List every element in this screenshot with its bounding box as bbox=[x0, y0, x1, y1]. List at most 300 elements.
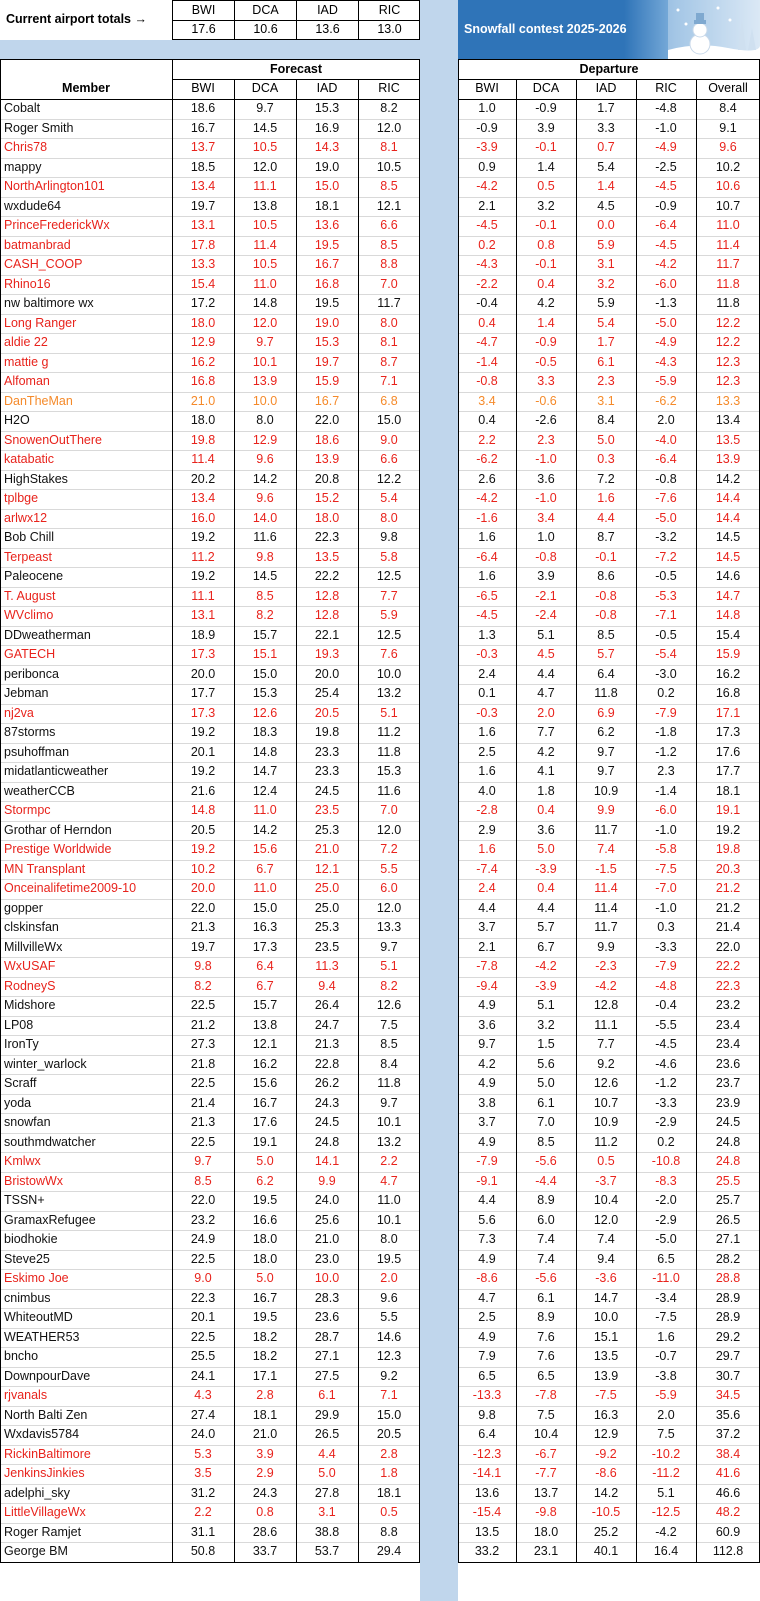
forecast-value: 8.8 bbox=[380, 257, 398, 271]
row-gridline bbox=[0, 840, 420, 841]
departure-value: 10.0 bbox=[593, 1310, 619, 1324]
member-name: peribonca bbox=[4, 666, 59, 681]
departure-value: 27.1 bbox=[715, 1232, 741, 1246]
forecast-value: 24.1 bbox=[190, 1368, 216, 1383]
forecast-value: 22.5 bbox=[190, 998, 216, 1012]
forecast-value: 3.1 bbox=[318, 1505, 336, 1519]
forecast-value: 20.8 bbox=[314, 471, 340, 486]
forecast-value: 13.5 bbox=[314, 549, 340, 564]
forecast-value: 19.7 bbox=[314, 354, 340, 369]
member-name: Prestige Worldwide bbox=[4, 842, 112, 856]
member-name: MN Transplant bbox=[4, 861, 86, 876]
departure-value: -9.2 bbox=[595, 1446, 617, 1461]
forecast-value: 53.7 bbox=[314, 1544, 340, 1558]
departure-value: -3.9 bbox=[476, 140, 498, 154]
forecast-value: 27.8 bbox=[314, 1485, 340, 1500]
row-gridline bbox=[0, 275, 420, 276]
departure-value: -11.0 bbox=[652, 1271, 680, 1285]
forecast-value: 8.2 bbox=[256, 608, 274, 622]
departure-value: -2.8 bbox=[476, 803, 498, 817]
forecast-value: 8.7 bbox=[380, 354, 398, 369]
forecast-value: 14.0 bbox=[252, 510, 278, 525]
departure-value: 3.2 bbox=[597, 276, 615, 291]
row-gridline bbox=[458, 567, 760, 568]
row-gridline bbox=[458, 119, 760, 120]
departure-value: -0.1 bbox=[595, 549, 617, 564]
departure-value: -1.0 bbox=[535, 491, 557, 505]
forecast-value: 14.3 bbox=[314, 140, 340, 154]
forecast-value: 5.4 bbox=[380, 491, 398, 505]
departure-value: 112.8 bbox=[712, 1544, 744, 1558]
forecast-value: 19.0 bbox=[314, 315, 340, 330]
forecast-value: 13.2 bbox=[376, 1134, 402, 1149]
forecast-value: 24.9 bbox=[190, 1232, 216, 1246]
row-gridline bbox=[0, 411, 420, 412]
forecast-value: 10.5 bbox=[252, 140, 278, 154]
totals-vline-4 bbox=[419, 0, 420, 40]
departure-value: 6.5 bbox=[537, 1368, 555, 1383]
forecast-value: 15.1 bbox=[252, 647, 278, 661]
departure-value: -4.2 bbox=[476, 179, 498, 193]
departure-value: 4.5 bbox=[537, 647, 555, 661]
departure-value: 3.9 bbox=[537, 569, 555, 583]
forecast-value: 18.0 bbox=[314, 510, 340, 525]
member-header: Member bbox=[62, 81, 110, 95]
member-name: WVclimo bbox=[4, 608, 54, 622]
row-gridline bbox=[0, 723, 420, 724]
forecast-value: 24.7 bbox=[314, 1017, 340, 1032]
departure-value: 29.7 bbox=[715, 1349, 741, 1363]
forecast-value: 28.3 bbox=[314, 1290, 340, 1305]
departure-value: -3.0 bbox=[655, 666, 677, 681]
forecast-value: 15.3 bbox=[314, 101, 340, 115]
forecast-value: 6.7 bbox=[256, 861, 274, 876]
departure-value: -6.7 bbox=[535, 1446, 557, 1461]
departure-value: 20.3 bbox=[715, 861, 741, 876]
row-gridline bbox=[458, 411, 760, 412]
forecast-value: 13.3 bbox=[376, 920, 402, 934]
departure-value: 2.6 bbox=[478, 471, 496, 486]
departure-value: 4.4 bbox=[597, 510, 615, 525]
forecast-value: 20.2 bbox=[190, 471, 216, 486]
departure-value: 13.9 bbox=[715, 452, 741, 466]
member-name: aldie 22 bbox=[4, 335, 48, 349]
departure-value: 2.0 bbox=[657, 1407, 675, 1422]
departure-value: 13.4 bbox=[715, 413, 741, 427]
row-gridline bbox=[458, 1484, 760, 1485]
forecast-value: 31.2 bbox=[190, 1485, 216, 1500]
banner-title: Snowfall contest 2025-2026 bbox=[464, 22, 627, 36]
departure-value: -8.6 bbox=[595, 1466, 617, 1480]
departure-value: 0.2 bbox=[657, 1134, 675, 1149]
departure-value: 6.2 bbox=[597, 725, 615, 739]
departure-value: -4.9 bbox=[655, 140, 677, 154]
row-gridline bbox=[0, 392, 420, 393]
departure-value: 16.2 bbox=[715, 666, 741, 681]
departure-value: 38.4 bbox=[715, 1446, 741, 1461]
forecast-value: 17.3 bbox=[252, 939, 278, 954]
member-name: T. August bbox=[4, 588, 56, 603]
member-name: mappy bbox=[4, 159, 42, 174]
row-gridline bbox=[0, 1484, 420, 1485]
departure-value: 11.0 bbox=[716, 218, 740, 232]
departure-value: 13.5 bbox=[593, 1349, 619, 1363]
forecast-value: 17.3 bbox=[190, 705, 216, 720]
departure-value: 0.4 bbox=[537, 803, 555, 817]
totals-vline-2 bbox=[296, 0, 297, 40]
departure-value: 3.6 bbox=[537, 822, 555, 837]
forecast-value: 18.1 bbox=[376, 1485, 402, 1500]
departure-value: -1.0 bbox=[535, 452, 557, 466]
forecast-value: 9.8 bbox=[256, 549, 274, 564]
row-gridline bbox=[458, 372, 760, 373]
departure-value: 6.9 bbox=[597, 705, 615, 720]
member-name: Eskimo Joe bbox=[4, 1271, 69, 1285]
forecast-value: 25.5 bbox=[190, 1349, 216, 1363]
departure-value: 9.7 bbox=[597, 764, 615, 778]
forecast-value: 5.9 bbox=[380, 608, 398, 622]
forecast-value: 5.3 bbox=[194, 1446, 212, 1461]
forecast-value: 11.3 bbox=[315, 959, 339, 973]
row-gridline bbox=[458, 1542, 760, 1543]
departure-value: 2.4 bbox=[478, 881, 496, 895]
forecast-value: 8.2 bbox=[194, 978, 212, 993]
departure-value: -10.2 bbox=[651, 1446, 681, 1461]
row-gridline bbox=[0, 1230, 420, 1231]
departure-value: -5.5 bbox=[655, 1017, 677, 1032]
forecast-value: 15.0 bbox=[376, 413, 402, 427]
forecast-value: 26.5 bbox=[314, 1427, 340, 1441]
row-gridline bbox=[458, 177, 760, 178]
departure-value: 1.4 bbox=[537, 159, 555, 174]
departure-value: 5.9 bbox=[597, 296, 615, 310]
forecast-value: 25.6 bbox=[314, 1212, 340, 1227]
departure-value: 12.2 bbox=[715, 315, 741, 330]
forecast-value: 8.0 bbox=[380, 1232, 398, 1246]
forecast-value: 24.5 bbox=[314, 783, 340, 798]
forecast-value: 19.2 bbox=[190, 569, 216, 583]
departure-value: 11.2 bbox=[594, 1134, 618, 1149]
forecast-value: 29.4 bbox=[376, 1544, 402, 1558]
row-gridline bbox=[458, 1211, 760, 1212]
departure-value: -4.5 bbox=[655, 1037, 677, 1051]
departure-value: 4.0 bbox=[478, 783, 496, 798]
vline-left-edge bbox=[0, 59, 1, 1562]
forecast-value: 11.0 bbox=[253, 803, 277, 817]
forecast-value: 31.1 bbox=[190, 1524, 216, 1539]
forecast-value: 12.6 bbox=[252, 705, 278, 720]
forecast-value: 8.0 bbox=[380, 315, 398, 330]
departure-value: 10.9 bbox=[593, 1115, 619, 1129]
row-gridline bbox=[458, 1191, 760, 1192]
forecast-value: 22.2 bbox=[314, 569, 340, 583]
row-gridline bbox=[0, 333, 420, 334]
vline-departure-0 bbox=[516, 79, 517, 1562]
departure-value: 10.9 bbox=[593, 783, 619, 798]
forecast-value: 11.4 bbox=[253, 237, 277, 252]
departure-value: -10.5 bbox=[591, 1505, 621, 1519]
forecast-value: 12.6 bbox=[376, 998, 402, 1012]
row-gridline bbox=[458, 821, 760, 822]
forecast-value: 24.0 bbox=[190, 1427, 216, 1441]
departure-value: 0.4 bbox=[478, 315, 496, 330]
member-name: midatlanticweather bbox=[4, 764, 109, 778]
forecast-value: 4.3 bbox=[194, 1388, 212, 1402]
row-gridline bbox=[0, 606, 420, 607]
departure-value: 4.4 bbox=[537, 666, 555, 681]
row-gridline bbox=[0, 762, 420, 763]
forecast-value: 13.4 bbox=[190, 491, 216, 505]
departure-value: -0.7 bbox=[655, 1349, 677, 1363]
departure-value: 13.5 bbox=[474, 1524, 500, 1539]
member-name: Rhino16 bbox=[4, 276, 51, 291]
row-gridline bbox=[458, 138, 760, 139]
row-gridline bbox=[0, 197, 420, 198]
departure-value: 8.5 bbox=[537, 1134, 555, 1149]
forecast-value: 7.2 bbox=[380, 842, 398, 856]
forecast-value: 14.1 bbox=[314, 1154, 340, 1168]
row-gridline bbox=[458, 996, 760, 997]
departure-value: 13.6 bbox=[474, 1485, 500, 1500]
departure-value: -3.3 bbox=[655, 1095, 677, 1110]
row-gridline bbox=[0, 860, 420, 861]
forecast-value: 15.7 bbox=[252, 998, 278, 1012]
row-gridline bbox=[458, 957, 760, 958]
departure-value: -4.3 bbox=[476, 257, 498, 271]
row-gridline bbox=[0, 489, 420, 490]
forecast-value: 8.8 bbox=[380, 1524, 398, 1539]
departure-value: 7.3 bbox=[478, 1232, 496, 1246]
member-name: snowfan bbox=[4, 1115, 51, 1129]
table-bottom-right bbox=[458, 1562, 760, 1563]
row-gridline bbox=[458, 1074, 760, 1075]
member-name: BristowWx bbox=[4, 1173, 64, 1188]
forecast-value: 0.8 bbox=[256, 1505, 274, 1519]
row-gridline bbox=[458, 665, 760, 666]
row-gridline bbox=[0, 1542, 420, 1543]
row-gridline bbox=[0, 236, 420, 237]
departure-value: -2.9 bbox=[655, 1212, 677, 1227]
row-gridline bbox=[458, 1347, 760, 1348]
totals-vline-3 bbox=[358, 0, 359, 40]
forecast-value: 18.0 bbox=[252, 1232, 278, 1246]
forecast-value: 19.8 bbox=[314, 725, 340, 739]
forecast-value: 9.7 bbox=[380, 939, 398, 954]
departure-value: -3.3 bbox=[655, 939, 677, 954]
row-gridline bbox=[0, 372, 420, 373]
departure-value: 0.5 bbox=[537, 179, 555, 193]
forecast-value: 6.8 bbox=[380, 393, 398, 408]
departure-value: -4.5 bbox=[655, 179, 677, 193]
forecast-value: 18.6 bbox=[314, 432, 340, 447]
row-gridline bbox=[458, 255, 760, 256]
forecast-value: 13.4 bbox=[190, 179, 216, 193]
member-name: Bob Chill bbox=[4, 530, 55, 544]
row-gridline bbox=[0, 1464, 420, 1465]
departure-value: 5.9 bbox=[597, 237, 615, 252]
departure-value: 4.2 bbox=[478, 1056, 496, 1071]
vline-departure-1 bbox=[576, 79, 577, 1562]
forecast-value: 7.0 bbox=[380, 276, 398, 291]
totals-value-iad: 13.6 bbox=[315, 22, 340, 36]
row-gridline bbox=[458, 353, 760, 354]
row-gridline bbox=[0, 1445, 420, 1446]
forecast-value: 6.6 bbox=[380, 218, 398, 232]
departure-value: 10.4 bbox=[533, 1427, 559, 1441]
departure-value: 4.7 bbox=[478, 1290, 496, 1305]
forecast-value: 8.5 bbox=[380, 1037, 398, 1051]
row-gridline bbox=[0, 1250, 420, 1251]
row-gridline bbox=[0, 665, 420, 666]
forecast-value: 17.8 bbox=[190, 237, 216, 252]
departure-value: -1.8 bbox=[655, 725, 677, 739]
departure-value: -6.4 bbox=[655, 452, 677, 466]
forecast-value: 38.8 bbox=[314, 1524, 340, 1539]
departure-value: 6.7 bbox=[537, 939, 555, 954]
forecast-value: 16.2 bbox=[190, 354, 216, 369]
departure-value: -3.7 bbox=[595, 1173, 617, 1188]
departure-value: 5.7 bbox=[597, 647, 615, 661]
forecast-value: 8.0 bbox=[380, 510, 398, 525]
departure-value: -0.3 bbox=[476, 647, 498, 661]
forecast-value: 12.5 bbox=[376, 627, 402, 642]
departure-value: 14.5 bbox=[715, 549, 741, 564]
departure-value: 8.9 bbox=[537, 1310, 555, 1324]
member-name: Cobalt bbox=[4, 101, 41, 115]
forecast-value: 6.6 bbox=[380, 452, 398, 466]
row-gridline bbox=[0, 704, 420, 705]
forecast-value: 11.0 bbox=[253, 276, 277, 291]
member-name: mattie g bbox=[4, 354, 49, 369]
member-name: rjvanals bbox=[4, 1388, 48, 1402]
row-gridline bbox=[458, 645, 760, 646]
departure-value: -3.9 bbox=[535, 978, 557, 993]
forecast-value: 8.2 bbox=[380, 101, 398, 115]
departure-value: -0.1 bbox=[535, 218, 557, 232]
forecast-value: 24.0 bbox=[314, 1193, 340, 1207]
row-gridline bbox=[458, 294, 760, 295]
forecast-value: 9.0 bbox=[380, 432, 398, 447]
departure-value: 9.9 bbox=[597, 939, 615, 954]
forecast-value: 20.1 bbox=[190, 744, 216, 759]
forecast-value: 21.2 bbox=[190, 1017, 216, 1032]
forecast-value: 17.1 bbox=[252, 1368, 278, 1383]
departure-value: -0.5 bbox=[655, 627, 677, 642]
forecast-value: 27.5 bbox=[314, 1368, 340, 1383]
forecast-value: 23.2 bbox=[190, 1212, 216, 1227]
departure-value: 4.4 bbox=[537, 900, 555, 915]
departure-value: -0.9 bbox=[535, 335, 557, 349]
forecast-value: 11.6 bbox=[377, 783, 401, 798]
departure-value: -7.8 bbox=[535, 1388, 557, 1402]
row-gridline bbox=[0, 1386, 420, 1387]
departure-value: 3.7 bbox=[478, 920, 496, 934]
totals-airport-bwi: BWI bbox=[191, 3, 216, 17]
forecast-value: 19.5 bbox=[252, 1310, 278, 1324]
departure-col-ric: RIC bbox=[655, 81, 677, 95]
departure-value: 1.6 bbox=[478, 725, 496, 739]
departure-value: 17.3 bbox=[715, 725, 741, 739]
forecast-value: 8.5 bbox=[380, 179, 398, 193]
departure-value: 15.4 bbox=[715, 627, 741, 642]
departure-value: -0.8 bbox=[595, 588, 617, 603]
forecast-value: 10.1 bbox=[376, 1212, 402, 1227]
forecast-value: 7.6 bbox=[380, 647, 398, 661]
departure-value: 13.9 bbox=[593, 1368, 619, 1383]
departure-value: 23.4 bbox=[715, 1017, 741, 1032]
row-gridline bbox=[0, 353, 420, 354]
departure-value: -4.2 bbox=[655, 1524, 677, 1539]
forecast-value: 10.2 bbox=[190, 861, 216, 876]
forecast-value: 15.6 bbox=[252, 842, 278, 856]
departure-value: -2.3 bbox=[595, 959, 617, 973]
forecast-value: 19.5 bbox=[314, 296, 340, 310]
forecast-value: 18.1 bbox=[252, 1407, 278, 1422]
forecast-value: 12.5 bbox=[376, 569, 402, 583]
forecast-value: 25.0 bbox=[314, 900, 340, 915]
departure-value: 1.6 bbox=[478, 842, 496, 856]
forecast-value: 12.0 bbox=[376, 822, 402, 837]
forecast-value: 11.1 bbox=[253, 179, 277, 193]
departure-value: 6.1 bbox=[537, 1095, 555, 1110]
totals-airport-ric: RIC bbox=[378, 3, 401, 17]
forecast-value: 11.6 bbox=[253, 530, 277, 544]
forecast-value: 22.1 bbox=[314, 627, 340, 642]
departure-value: -5.0 bbox=[655, 315, 677, 330]
row-gridline bbox=[458, 1094, 760, 1095]
forecast-value: 9.7 bbox=[380, 1095, 398, 1110]
forecast-value: 16.7 bbox=[190, 120, 216, 135]
departure-value: 19.8 bbox=[715, 842, 741, 856]
vline-forecast-2 bbox=[358, 79, 359, 1562]
row-gridline bbox=[0, 645, 420, 646]
row-gridline bbox=[0, 996, 420, 997]
member-name: Scraff bbox=[4, 1076, 37, 1090]
departure-value: 7.4 bbox=[537, 1232, 555, 1246]
member-name: wxdude64 bbox=[4, 198, 61, 213]
departure-value: -5.3 bbox=[655, 588, 677, 603]
forecast-value: 16.6 bbox=[252, 1212, 278, 1227]
departure-value: -3.2 bbox=[655, 530, 677, 544]
row-gridline bbox=[458, 450, 760, 451]
row-gridline bbox=[0, 1016, 420, 1017]
member-name: clskinsfan bbox=[4, 920, 59, 934]
departure-value: 24.8 bbox=[715, 1134, 741, 1149]
forecast-value: 11.0 bbox=[253, 881, 277, 895]
departure-value: -0.4 bbox=[655, 998, 677, 1012]
departure-value: 2.3 bbox=[537, 432, 555, 447]
departure-value: -5.9 bbox=[655, 1388, 677, 1402]
forecast-value: 24.3 bbox=[252, 1485, 278, 1500]
forecast-value: 9.0 bbox=[194, 1271, 212, 1285]
forecast-value: 6.0 bbox=[380, 881, 398, 895]
forecast-value: 19.5 bbox=[252, 1193, 278, 1207]
forecast-value: 6.7 bbox=[256, 978, 274, 993]
row-gridline bbox=[458, 723, 760, 724]
departure-value: 40.1 bbox=[593, 1544, 619, 1558]
departure-value: 1.0 bbox=[537, 530, 555, 544]
forecast-value: 12.0 bbox=[376, 120, 402, 135]
departure-value: 14.4 bbox=[715, 491, 741, 505]
row-gridline bbox=[458, 899, 760, 900]
departure-value: 0.0 bbox=[597, 218, 615, 232]
departure-value: 0.3 bbox=[597, 452, 615, 466]
forecast-value: 13.1 bbox=[190, 218, 216, 232]
forecast-value: 22.0 bbox=[314, 413, 340, 427]
forecast-value: 8.0 bbox=[256, 413, 274, 427]
member-name: bncho bbox=[4, 1349, 39, 1363]
forecast-value: 13.1 bbox=[190, 608, 216, 622]
